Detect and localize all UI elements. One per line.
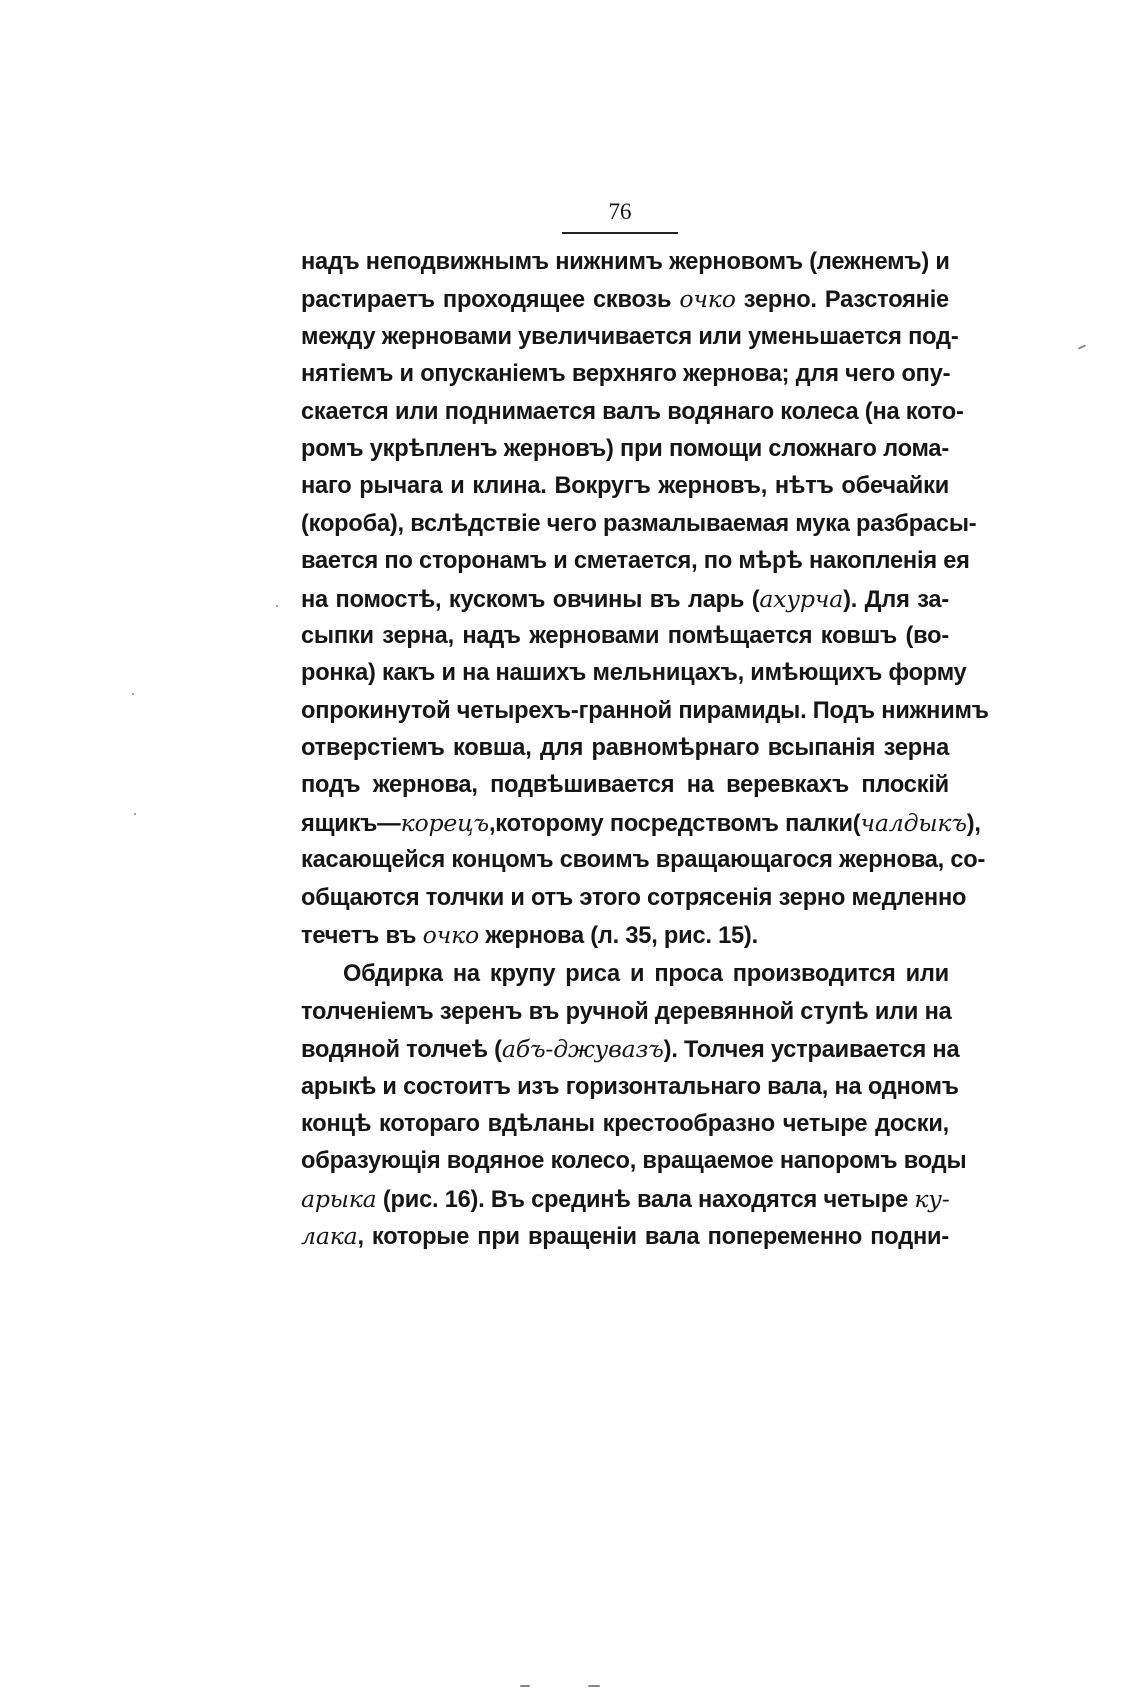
text-line: опрокинутой четырехъ-гранной пирамиды. Подъ нижнимъ: [301, 697, 989, 724]
text-line: толченіемъ зеренъ въ ручной деревянной ступѣ или на: [301, 998, 952, 1025]
italic-term: арыка: [301, 1184, 377, 1213]
scan-speck: [276, 605, 278, 607]
scan-speck: [132, 693, 134, 695]
text-line: нятіемъ и опусканіемъ верхняго жернова; для чего опу-: [301, 361, 951, 388]
text-line: скается или поднимается валъ водянаго колеса (на кото-: [301, 398, 964, 425]
text-line: (короба), вслѣдствіе чего размалываемая мука разбрасы-: [301, 510, 977, 537]
page-number: 76: [608, 199, 632, 224]
italic-term: абъ-джувазъ: [501, 1035, 664, 1064]
text-line: касающейся концомъ своимъ вращающагося жернова, со-: [301, 847, 986, 874]
text-line: лака, которые при вращеніи вала попеременно подни-: [301, 1222, 949, 1251]
italic-term: очко: [679, 285, 736, 314]
text-line: водяной толчеѣ (абъ-джувазъ). Толчея устраивается на: [301, 1035, 960, 1064]
header-rule: [562, 232, 678, 234]
text-line: растираетъ проходящее сквозь очко зерно. Разстояніе: [301, 285, 949, 314]
text-line: общаются толчки и отъ этого сотрясенія зерно медленно: [301, 884, 967, 911]
text-line: надъ неподвижнымъ нижнимъ жерновомъ (лежнемъ) и: [301, 249, 950, 275]
body-text: [301, 244, 989, 1256]
text-line: течетъ въ очко жернова (л. 35, рис. 15).: [301, 921, 758, 950]
scan-speck: [134, 813, 136, 815]
italic-term: лака: [301, 1222, 358, 1251]
scan-speck: [1078, 344, 1086, 349]
scan-speck: [588, 1685, 600, 1687]
text-line: ронка) какъ и на нашихъ мельницахъ, имѣющихъ форму: [301, 660, 967, 687]
text-line: концѣ котораго вдѣланы крестообразно четыре доски,: [301, 1110, 949, 1137]
text-line: наго рычага и клина. Вокругъ жерновъ, нѣтъ обечайки: [301, 473, 949, 500]
text-line: образующія водяное колесо, вращаемое напоромъ воды: [301, 1148, 967, 1175]
text-line: Обдирка на крупу риса и проса производится или: [343, 961, 949, 988]
text-line: подъ жернова, подвѣшивается на веревкахъ плоскій: [301, 772, 949, 799]
italic-term: корецъ: [400, 808, 489, 837]
text-line: сыпки зерна, надъ жерновами помѣщается ковшъ (во-: [301, 622, 949, 649]
text-line: вается по сторонамъ и сметается, по мѣрѣ накопленія ея: [301, 548, 970, 575]
text-line: ромъ укрѣпленъ жерновъ) при помощи сложнаго лома-: [301, 435, 950, 462]
text-line: на помостѣ, кускомъ овчины въ ларь (ахурча). Для за-: [301, 584, 949, 613]
text-line: отверстіемъ ковша, для равномѣрнаго всыпанія зерна: [301, 735, 949, 762]
italic-term: очко: [422, 921, 479, 950]
italic-term: ахурча: [759, 584, 844, 613]
scan-speck: [520, 1685, 530, 1687]
italic-term: ку-: [914, 1184, 950, 1213]
text-line: арыка (рис. 16). Въ срединѣ вала находятся четыре ку-: [301, 1184, 950, 1213]
text-line: ящикъ—корецъ,которому посредствомъ палки(чалдыкъ),: [301, 808, 981, 837]
text-line: арыкѣ и состоитъ изъ горизонтальнаго вала, на одномъ: [301, 1073, 959, 1100]
italic-term: чалдыкъ: [860, 808, 967, 837]
text-line: между жерновами увеличивается или уменьшается под-: [301, 323, 959, 350]
